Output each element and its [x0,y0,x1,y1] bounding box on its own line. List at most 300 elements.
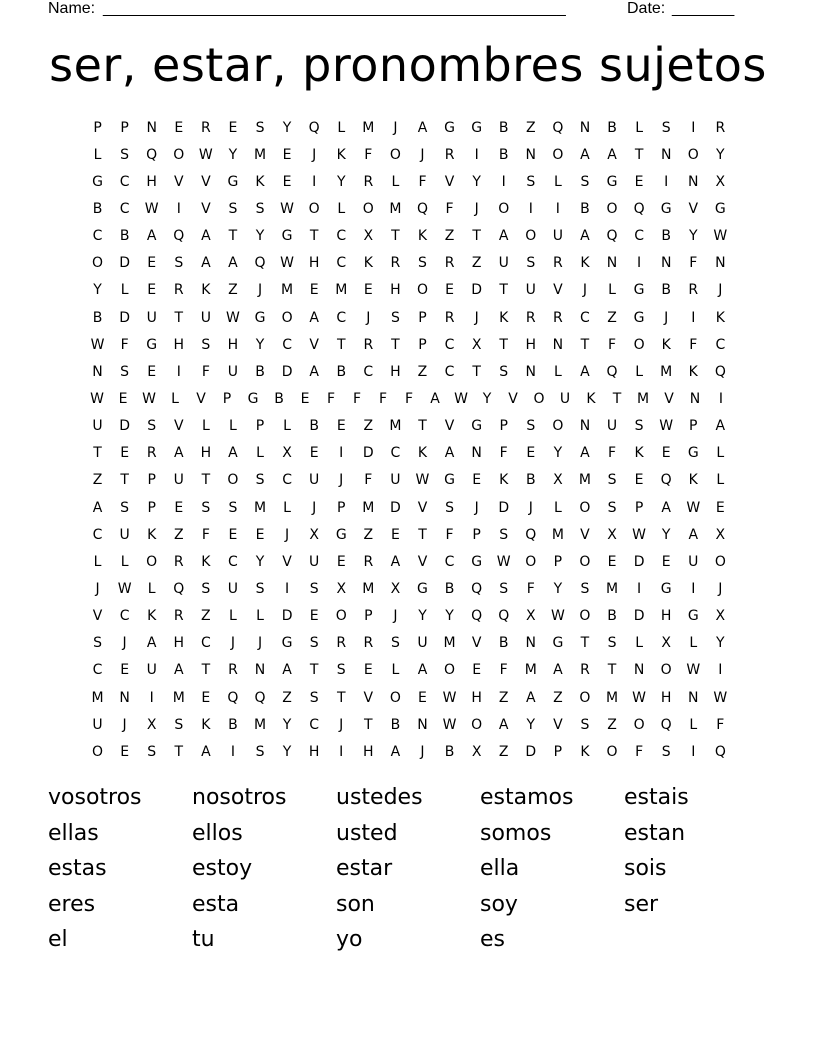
grid-letter[interactable]: V [664,390,674,407]
grid-letter[interactable]: L [391,662,400,679]
grid-letter[interactable]: T [201,662,211,679]
grid-letter[interactable]: O [533,390,545,407]
grid-letter[interactable]: G [247,390,259,407]
grid-letter[interactable]: Q [606,363,618,380]
grid-letter[interactable]: A [498,716,509,733]
grid-letter[interactable]: E [300,390,310,407]
grid-letter[interactable]: S [580,173,590,190]
grid-letter[interactable]: A [309,309,319,326]
grid-letter[interactable]: M [605,580,619,597]
grid-letter[interactable]: D [281,608,293,625]
grid-letter[interactable]: J [312,499,317,516]
grid-letter[interactable]: Q [552,119,564,136]
grid-letter[interactable]: T [364,716,373,733]
grid-letter[interactable]: S [174,716,184,733]
grid-letter[interactable]: K [201,553,211,570]
grid-letter[interactable]: J [474,309,479,326]
grid-letter[interactable]: S [309,689,319,706]
grid-letter[interactable]: O [552,146,564,163]
grid-letter[interactable]: K [363,255,373,272]
grid-letter[interactable]: N [525,363,537,380]
grid-letter[interactable]: V [201,200,211,217]
grid-letter[interactable]: Q [471,580,483,597]
grid-letter[interactable]: X [146,716,157,733]
grid-letter[interactable]: O [416,282,428,299]
grid-letter[interactable]: O [227,472,239,489]
grid-letter[interactable]: D [471,282,483,299]
grid-letter[interactable]: G [281,635,293,652]
grid-letter[interactable]: B [580,200,590,217]
grid-letter[interactable]: I [176,363,181,380]
grid-letter[interactable]: K [201,282,211,299]
grid-letter[interactable]: W [686,499,701,516]
grid-letter[interactable]: A [526,689,536,706]
grid-letter[interactable]: F [418,173,427,190]
grid-letter[interactable]: P [364,608,373,625]
grid-letter[interactable]: B [228,716,238,733]
grid-letter[interactable]: Y [526,716,536,733]
grid-letter[interactable]: I [149,689,154,706]
grid-letter[interactable]: E [228,119,238,136]
grid-letter[interactable]: N [119,689,130,706]
grid-letter[interactable]: F [201,363,210,380]
grid-letter[interactable]: O [444,662,456,679]
grid-letter[interactable]: V [417,499,428,516]
grid-letter[interactable]: C [92,526,103,543]
grid-letter[interactable]: T [336,336,346,353]
grid-letter[interactable]: E [201,689,211,706]
grid-letter[interactable]: Y [716,146,725,163]
grid-letter[interactable]: Q [498,608,510,625]
grid-letter[interactable]: A [173,662,184,679]
grid-letter[interactable]: E [336,418,346,435]
grid-letter[interactable]: X [553,472,563,489]
grid-letter[interactable]: N [660,255,672,272]
grid-letter[interactable]: T [580,336,590,353]
grid-letter[interactable]: Y [482,390,492,407]
grid-letter[interactable]: I [285,580,290,597]
grid-letter[interactable]: A [580,363,590,380]
grid-letter[interactable]: X [471,336,482,353]
grid-letter[interactable]: F [378,390,388,407]
grid-letter[interactable]: J [474,499,479,516]
grid-letter[interactable]: C [92,662,103,679]
grid-letter[interactable]: T [580,635,590,652]
grid-letter[interactable]: D [119,309,130,326]
grid-letter[interactable]: E [363,282,373,299]
grid-letter[interactable]: X [336,580,347,597]
grid-letter[interactable]: S [174,255,184,272]
grid-letter[interactable]: T [418,526,427,543]
grid-letter[interactable]: L [635,635,643,652]
grid-letter[interactable]: F [445,526,454,543]
grid-letter[interactable]: R [200,119,211,136]
grid-letter[interactable]: R [715,119,726,136]
grid-letter[interactable]: X [607,526,617,543]
grid-letter[interactable]: I [312,173,317,190]
grid-letter[interactable]: Q [471,608,483,625]
grid-letter[interactable]: L [337,200,346,217]
grid-letter[interactable]: T [418,418,427,435]
grid-letter[interactable]: S [390,309,400,326]
grid-letter[interactable]: X [661,635,671,652]
grid-letter[interactable]: W [659,418,674,435]
grid-letter[interactable]: U [552,228,563,245]
grid-letter[interactable]: U [119,526,130,543]
grid-letter[interactable]: C [363,363,374,380]
grid-letter[interactable]: N [688,689,699,706]
grid-letter[interactable]: J [393,119,398,136]
grid-letter[interactable]: R [146,445,157,462]
grid-letter[interactable]: T [499,282,508,299]
grid-letter[interactable]: E [255,526,265,543]
grid-letter[interactable]: E [174,499,184,516]
grid-letter[interactable]: H [660,689,672,706]
grid-letter[interactable]: U [92,716,103,733]
grid-letter[interactable]: N [525,146,537,163]
grid-letter[interactable]: Z [607,716,617,733]
grid-letter[interactable]: L [256,608,264,625]
grid-letter[interactable]: T [174,743,184,760]
grid-letter[interactable]: E [363,662,373,679]
grid-letter[interactable]: W [454,390,468,407]
grid-letter[interactable]: I [528,200,533,217]
grid-letter[interactable]: G [444,119,455,136]
grid-letter[interactable]: E [607,553,617,570]
grid-letter[interactable]: O [498,200,510,217]
grid-letter[interactable]: K [417,445,428,462]
grid-letter[interactable]: W [686,662,701,679]
grid-letter[interactable]: I [555,200,560,217]
grid-letter[interactable]: N [525,635,537,652]
grid-letter[interactable]: H [471,689,482,706]
grid-letter[interactable]: X [363,228,374,245]
grid-letter[interactable]: X [390,580,401,597]
grid-letter[interactable]: G [660,200,672,217]
grid-letter[interactable]: E [418,689,427,706]
grid-letter[interactable]: A [715,418,726,435]
grid-letter[interactable]: R [363,553,374,570]
grid-letter[interactable]: G [633,309,645,326]
grid-letter[interactable]: H [525,336,537,353]
grid-letter[interactable]: E [147,363,157,380]
grid-letter[interactable]: A [201,228,211,245]
grid-letter[interactable]: N [715,255,726,272]
grid-letter[interactable]: P [499,418,508,435]
grid-letter[interactable]: Y [93,282,102,299]
grid-letter[interactable]: D [633,608,645,625]
grid-letter[interactable]: U [227,580,239,597]
grid-letter[interactable]: D [390,499,401,516]
grid-letter[interactable]: Z [363,418,374,435]
grid-letter[interactable]: E [147,282,157,299]
grid-letter[interactable]: G [633,282,645,299]
grid-letter[interactable]: T [336,689,346,706]
grid-letter[interactable]: Y [553,580,563,597]
grid-letter[interactable]: R [553,255,563,272]
grid-letter[interactable]: M [578,472,591,489]
grid-letter[interactable]: Q [173,228,185,245]
grid-letter[interactable]: B [525,472,536,489]
grid-letter[interactable]: U [559,390,571,407]
grid-letter[interactable]: K [255,173,265,190]
grid-letter[interactable]: J [366,309,371,326]
grid-letter[interactable]: S [336,662,346,679]
grid-letter[interactable]: E [147,255,157,272]
grid-letter[interactable]: P [553,553,563,570]
grid-letter[interactable]: T [499,336,508,353]
grid-letter[interactable]: C [119,173,130,190]
grid-letter[interactable]: F [120,336,129,353]
grid-letter[interactable]: B [661,228,671,245]
grid-letter[interactable]: R [363,336,374,353]
grid-letter[interactable]: F [689,255,698,272]
grid-letter[interactable]: S [201,580,211,597]
grid-letter[interactable]: Y [336,173,346,190]
grid-letter[interactable]: Z [498,743,509,760]
grid-letter[interactable]: I [637,580,642,597]
grid-letter[interactable]: M [172,689,185,706]
grid-letter[interactable]: R [173,608,184,625]
grid-letter[interactable]: X [525,608,536,625]
grid-letter[interactable]: W [713,689,728,706]
grid-letter[interactable]: S [499,580,509,597]
grid-letter[interactable]: K [336,146,346,163]
grid-letter[interactable]: C [119,608,130,625]
grid-letter[interactable]: A [390,743,401,760]
grid-letter[interactable]: F [499,662,508,679]
grid-letter[interactable]: K [688,363,698,380]
grid-letter[interactable]: J [122,635,127,652]
grid-letter[interactable]: M [91,689,104,706]
grid-letter[interactable]: S [255,580,265,597]
grid-letter[interactable]: Q [714,743,726,760]
grid-letter[interactable]: Y [472,173,481,190]
grid-letter[interactable]: O [173,146,185,163]
grid-letter[interactable]: I [176,200,181,217]
grid-letter[interactable]: L [635,363,643,380]
grid-letter[interactable]: E [120,445,130,462]
grid-letter[interactable]: M [335,282,348,299]
grid-letter[interactable]: V [196,390,206,407]
grid-letter[interactable]: L [93,553,102,570]
grid-letter[interactable]: C [336,255,347,272]
grid-letter[interactable]: F [201,526,210,543]
grid-letter[interactable]: B [498,146,509,163]
grid-letter[interactable]: G [92,173,103,190]
grid-letter[interactable]: Y [282,119,292,136]
grid-letter[interactable]: S [499,526,509,543]
grid-letter[interactable]: G [552,635,564,652]
grid-letter[interactable]: Y [445,608,454,625]
grid-letter[interactable]: G [471,418,483,435]
grid-letter[interactable]: J [664,309,669,326]
grid-letter[interactable]: J [257,635,263,652]
grid-letter[interactable]: R [444,255,455,272]
grid-letter[interactable]: S [147,743,157,760]
grid-letter[interactable]: F [607,336,617,353]
grid-letter[interactable]: N [146,119,157,136]
grid-letter[interactable]: G [606,173,618,190]
grid-letter[interactable]: P [553,743,563,760]
grid-letter[interactable]: I [691,309,696,326]
grid-letter[interactable]: W [280,200,294,217]
grid-letter[interactable]: I [501,173,506,190]
grid-letter[interactable]: U [92,418,103,435]
grid-letter[interactable]: I [691,119,696,136]
grid-letter[interactable]: A [498,228,509,245]
grid-letter[interactable]: R [363,173,374,190]
grid-letter[interactable]: B [444,580,455,597]
grid-letter[interactable]: K [147,526,157,543]
grid-letter[interactable]: A [201,255,211,272]
grid-letter[interactable]: V [309,336,319,353]
grid-letter[interactable]: M [636,390,650,407]
grid-letter[interactable]: P [120,119,129,136]
grid-letter[interactable]: N [633,662,645,679]
grid-letter[interactable]: V [201,173,211,190]
grid-letter[interactable]: M [253,499,267,516]
grid-letter[interactable]: N [689,390,701,407]
grid-letter[interactable]: S [201,336,211,353]
grid-letter[interactable]: Y [661,526,671,543]
grid-letter[interactable]: H [173,336,185,353]
grid-letter[interactable]: E [336,553,346,570]
grid-letter[interactable]: O [335,608,347,625]
grid-letter[interactable]: O [606,200,618,217]
grid-letter[interactable]: A [228,445,238,462]
grid-letter[interactable]: T [391,228,400,245]
grid-letter[interactable]: E [634,173,644,190]
grid-letter[interactable]: J [528,499,533,516]
grid-letter[interactable]: C [444,553,455,570]
grid-letter[interactable]: R [228,662,238,679]
grid-letter[interactable]: G [444,472,455,489]
grid-letter[interactable]: M [362,119,375,136]
grid-letter[interactable]: I [691,580,696,597]
grid-letter[interactable]: U [227,363,239,380]
grid-letter[interactable]: Z [228,282,238,299]
grid-letter[interactable]: F [607,445,617,462]
grid-letter[interactable]: X [309,526,319,543]
grid-letter[interactable]: S [147,418,157,435]
grid-letter[interactable]: O [281,309,293,326]
grid-letter[interactable]: J [312,146,317,163]
grid-letter[interactable]: A [444,445,455,462]
grid-letter[interactable]: N [579,418,591,435]
grid-letter[interactable]: P [418,309,427,326]
grid-letter[interactable]: Y [228,146,238,163]
grid-letter[interactable]: T [120,472,129,489]
grid-letter[interactable]: B [309,418,319,435]
grid-letter[interactable]: H [660,608,672,625]
grid-letter[interactable]: M [362,580,375,597]
grid-letter[interactable]: R [444,309,455,326]
grid-letter[interactable]: V [282,553,292,570]
grid-letter[interactable]: Q [146,146,158,163]
grid-letter[interactable]: K [580,255,590,272]
grid-letter[interactable]: U [309,553,320,570]
grid-letter[interactable]: P [147,472,156,489]
grid-letter[interactable]: T [607,662,617,679]
grid-letter[interactable]: N [606,255,618,272]
grid-letter[interactable]: D [362,445,374,462]
grid-letter[interactable]: C [119,200,130,217]
grid-letter[interactable]: C [228,553,238,570]
grid-letter[interactable]: A [146,228,157,245]
grid-letter[interactable]: E [309,445,319,462]
grid-letter[interactable]: F [635,743,644,760]
grid-letter[interactable]: I [664,173,669,190]
grid-letter[interactable]: L [120,553,129,570]
grid-letter[interactable]: S [607,499,617,516]
grid-letter[interactable]: H [146,173,157,190]
grid-letter[interactable]: K [499,309,509,326]
grid-letter[interactable]: L [553,173,562,190]
grid-letter[interactable]: S [526,418,536,435]
grid-letter[interactable]: K [634,445,644,462]
grid-letter[interactable]: G [146,336,158,353]
grid-letter[interactable]: Y [688,228,698,245]
grid-letter[interactable]: K [661,336,671,353]
grid-letter[interactable]: W [90,336,105,353]
grid-letter[interactable]: X [282,445,292,462]
grid-letter[interactable]: W [142,390,156,407]
grid-letter[interactable]: A [688,526,699,543]
grid-letter[interactable]: V [444,173,455,190]
grid-letter[interactable]: M [253,146,267,163]
grid-letter[interactable]: B [661,282,671,299]
grid-letter[interactable]: S [418,255,427,272]
grid-letter[interactable]: G [335,526,347,543]
grid-letter[interactable]: E [661,553,671,570]
grid-letter[interactable]: J [339,472,344,489]
grid-letter[interactable]: V [553,282,563,299]
grid-letter[interactable]: S [580,716,590,733]
grid-letter[interactable]: J [230,635,235,652]
grid-letter[interactable]: N [471,445,482,462]
grid-letter[interactable]: U [173,472,184,489]
grid-letter[interactable]: Y [716,635,725,652]
grid-letter[interactable]: U [146,662,157,679]
grid-letter[interactable]: S [526,173,536,190]
grid-letter[interactable]: X [715,526,726,543]
grid-letter[interactable]: H [308,255,320,272]
grid-letter[interactable]: S [580,580,590,597]
grid-letter[interactable]: S [120,146,130,163]
grid-letter[interactable]: P [222,390,232,407]
grid-letter[interactable]: S [526,255,536,272]
grid-letter[interactable]: N [688,173,699,190]
grid-letter[interactable]: W [442,716,457,733]
grid-letter[interactable]: T [309,662,319,679]
grid-letter[interactable]: Z [471,255,482,272]
grid-letter[interactable]: A [430,390,440,407]
grid-letter[interactable]: N [92,363,103,380]
grid-letter[interactable]: E [120,743,130,760]
grid-letter[interactable]: H [390,363,401,380]
grid-letter[interactable]: Z [173,526,184,543]
grid-letter[interactable]: B [336,363,347,380]
grid-letter[interactable]: T [612,390,622,407]
grid-letter[interactable]: I [339,743,344,760]
grid-letter[interactable]: L [689,635,698,652]
grid-letter[interactable]: W [632,526,647,543]
grid-letter[interactable]: B [255,363,265,380]
grid-letter[interactable]: S [661,743,671,760]
grid-letter[interactable]: J [718,580,723,597]
grid-letter[interactable]: A [661,499,671,516]
